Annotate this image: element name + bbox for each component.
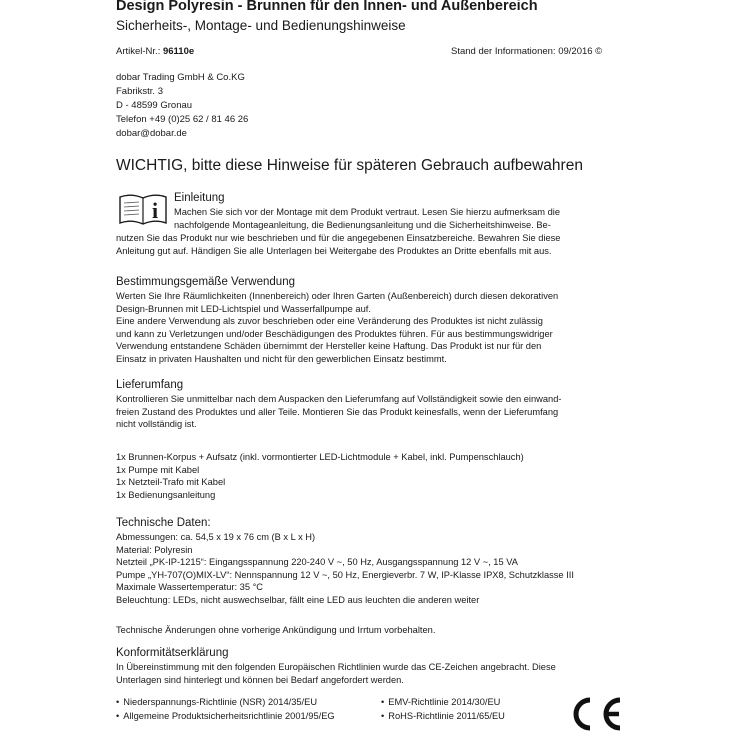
ce-mark-icon (568, 696, 626, 732)
delivery-item: 1x Brunnen-Korpus + Aufsatz (inkl. vormontierter LED-Lichtmodule + Kabel, inkl. Pumpenschlauch) (116, 452, 524, 462)
technical-line: Abmessungen: ca. 54,5 x 19 x 76 cm (B x L x H) (116, 532, 316, 542)
technical-line: Maximale Wassertemperatur: 35 °C (116, 582, 264, 593)
intended-use-heading: Bestimmungsgemäße Verwendung (116, 276, 295, 288)
article-number: 96110e (162, 46, 195, 57)
conformity-line: Unterlagen sind hinterlegt und können bei Bedarf angefordert werden. (116, 674, 404, 685)
company-phone: Telefon +49 (0)25 62 / 81 46 26 (116, 114, 249, 125)
intro-line-2: nachfolgende Montageanleitung, die Bedienungsanleitung und die Sicherheitshinweise. Be- (174, 220, 551, 230)
technical-text (116, 531, 616, 607)
conformity-line: In Übereinstimmung mit den folgenden Europäischen Richtlinien wurde das CE-Zeichen angebracht. Diese (116, 662, 556, 672)
book-info-icon (118, 193, 168, 225)
intro-heading: Einleitung (174, 192, 225, 204)
company-email: dobar@dobar.de (116, 128, 187, 139)
info-status: Stand der Informationen: 09/2016 © (451, 46, 603, 57)
directive-item: • Niederspannungs-Richtlinie (NSR) 2014/35/EU (116, 697, 317, 707)
intro-line-3: nutzen Sie das Produkt nur wie beschrieben und für die angegebenen Einsatzbereiche. Bewahren Sie diese (116, 233, 561, 243)
technical-line: Beleuchtung: LEDs, nicht auswechselbar, fällt eine LED aus leuchten die anderen weiter (116, 594, 480, 605)
delivery-item: 1x Pumpe mit Kabel (116, 464, 200, 475)
delivery-text (116, 393, 616, 431)
technical-line: Pumpe „YH-707(O)MIX-LV“: Nennspannung 12 V ~, 50 Hz, Energieverbr. 7 W, IP-Klasse IPX8, Schutzklasse III (116, 569, 574, 580)
intro-line-4: Anleitung gut auf. Händigen Sie alle Unterlagen bei Weitergabe des Produktes an Dritte ebenfalls mit aus. (116, 246, 552, 256)
technical-heading: Technische Daten: (116, 517, 211, 529)
delivery-line: Kontrollieren Sie unmittelbar nach dem Auspacken den Lieferumfang auf Vollständigkeit sowie den einwand- (116, 394, 562, 404)
directive-item: • EMV-Richtlinie 2014/30/EU (381, 697, 500, 707)
delivery-item: 1x Bedienungsanleitung (116, 489, 216, 500)
document-subtitle: Sicherheits-, Montage- und Bedienungshinweise (116, 18, 406, 33)
delivery-heading: Lieferumfang (116, 379, 184, 391)
svg-text:i: i (151, 198, 159, 223)
company-name: dobar Trading GmbH & Co.KG (116, 72, 245, 83)
intended-use-line: Verwendung entstandene Schäden übernimmt der Hersteller keine Haftung. Das Produkt ist nur für den (116, 341, 542, 352)
document-title: Design Polyresin - Brunnen für den Innen- und Außenbereich (116, 0, 538, 14)
intended-use-line: Werten Sie Ihre Räumlichkeiten (Innenbereich) oder Ihren Garten (Außenbereich) durch diesen dekorativen (116, 291, 559, 301)
technical-line: Material: Polyresin (116, 544, 193, 555)
intended-use-line: Einsatz in privaten Haushalten und nicht für den gewerblichen Einsatz bestimmt. (116, 353, 447, 364)
company-street: Fabrikstr. 3 (116, 86, 163, 97)
conformity-heading: Konformitätserklärung (116, 647, 229, 659)
technical-note: Technische Änderungen ohne vorherige Ankündigung und Irrtum vorbehalten. (116, 625, 436, 635)
delivery-item: 1x Netzteil-Trafo mit Kabel (116, 477, 226, 488)
important-notice: WICHTIG, bitte diese Hinweise für späteren Gebrauch aufbewahren (116, 157, 583, 174)
delivery-line: nicht vollständig ist. (116, 419, 197, 430)
article-label: Artikel-Nr.: (116, 46, 161, 57)
technical-line: Netzteil „PK-IP-1215“: Eingangsspannung 220-240 V ~, 50 Hz, Ausgangsspannung 12 V ~, 15 VA (116, 557, 518, 568)
delivery-items (116, 451, 616, 501)
directive-item: • Allgemeine Produktsicherheitsrichtlinie 2001/95/EG (116, 711, 335, 721)
intended-use-line: Eine andere Verwendung als zuvor beschrieben oder eine Veränderung des Produktes ist nicht zulässig (116, 316, 543, 327)
directive-item: • RoHS-Richtlinie 2011/65/EU (381, 711, 505, 721)
intended-use-line: Design-Brunnen mit LED-Lichtspiel und Wasserfallpumpe auf. (116, 303, 371, 314)
intended-use-text (116, 290, 616, 366)
conformity-text (116, 661, 616, 686)
intended-use-line: und kann zu Verletzungen und/oder Beschädigungen des Produktes führen. Für aus bestimmungswidriger (116, 328, 553, 339)
company-city: D - 48599 Gronau (116, 100, 193, 111)
article-number-row (116, 46, 194, 57)
intro-line-1: Machen Sie sich vor der Montage mit dem Produkt vertraut. Lesen Sie hierzu aufmerksam die (174, 207, 560, 217)
delivery-line: freien Zustand des Produktes und aller Teile. Montieren Sie das Produkt keinesfalls, wenn der Lieferumfang (116, 406, 559, 417)
